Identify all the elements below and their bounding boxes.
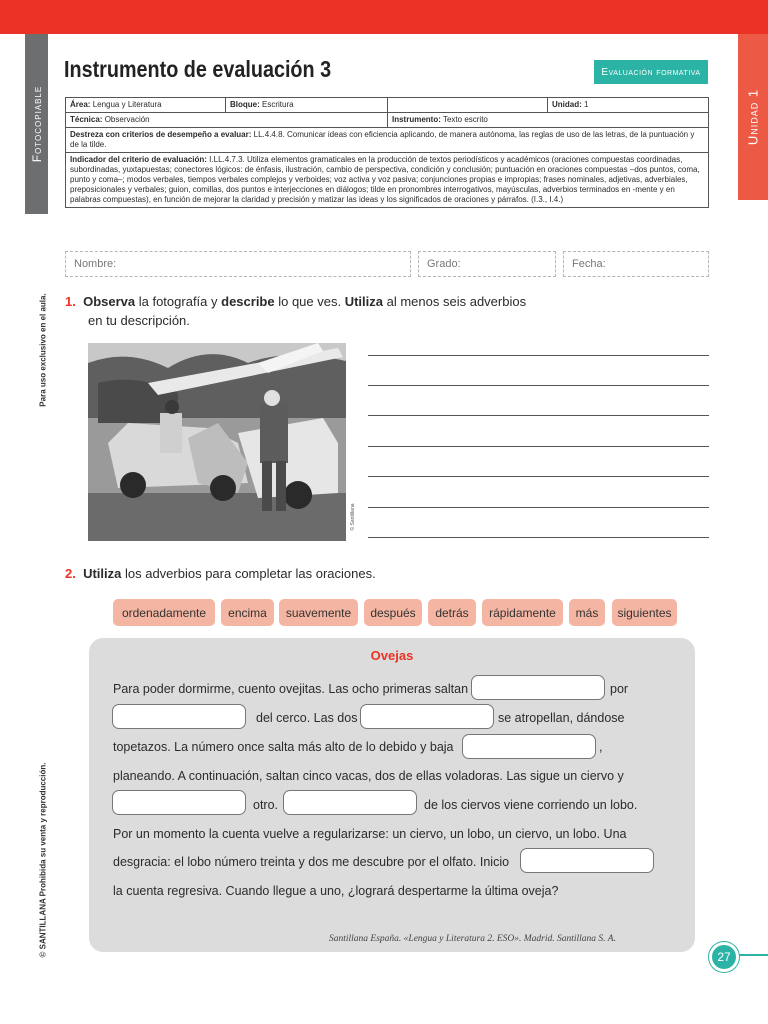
adverb-chip[interactable]: suavemente xyxy=(279,599,358,626)
adverb-chip[interactable]: encima xyxy=(221,599,274,626)
blank-input[interactable] xyxy=(520,848,654,873)
story-line: planeando. A continuación, saltan cinco vacas, dos de ellas voladoras. Las sigue un ciervo y xyxy=(113,769,624,783)
writing-line[interactable] xyxy=(368,446,709,447)
bloque-cell: Bloque: Escritura xyxy=(226,98,388,113)
page-number-line xyxy=(738,954,768,956)
adverb-chip[interactable]: ordenadamente xyxy=(113,599,215,626)
story-line: , xyxy=(599,740,603,754)
writing-line[interactable] xyxy=(368,537,709,538)
side-note xyxy=(31,290,55,410)
story-line: desgracia: el lobo número treinta y dos me descubre por el olfato. Inicio xyxy=(113,855,510,869)
writing-line[interactable] xyxy=(368,476,709,477)
side-copyright xyxy=(31,740,55,980)
story-line: de los ciervos viene corriendo un lobo. xyxy=(424,798,638,812)
story-line: Para poder dormirme, cuento ovejitas. Las ocho primeras saltan xyxy=(113,682,469,696)
crash-photo xyxy=(88,343,346,541)
story-title: Ovejas xyxy=(370,648,414,663)
unidad-tab xyxy=(738,34,768,200)
destreza-cell: Destreza con criterios de desempeño a evaluar: LL.4.4.8. Comunicar ideas con eficiencia aplicando, de manera autónoma, las reglas de uso de las letras, de la puntuación y de la tilde. xyxy=(66,128,709,153)
empty-cell xyxy=(388,98,548,113)
fotocopiable-tab xyxy=(25,34,48,214)
photo-credit: © Santillana xyxy=(350,503,356,531)
unidad-label: Unidad 1 xyxy=(745,88,761,146)
blank-input[interactable] xyxy=(471,675,605,700)
adverb-chip[interactable]: después xyxy=(364,599,422,626)
page-number: 27 xyxy=(709,942,739,972)
fotocopiable-label: Fotocopiable xyxy=(29,85,44,163)
evaluation-badge: Evaluación formativa xyxy=(594,60,708,84)
side-note-text: Para uso exclusivo en el aula. xyxy=(38,293,48,407)
side-copyright-text: © SANTILLANA Prohibida su venta y reproducción. xyxy=(38,762,48,958)
question-2-number: 2. xyxy=(65,566,76,581)
story-line: otro. xyxy=(253,798,279,812)
adverb-chip[interactable]: siguientes xyxy=(612,599,677,626)
indicador-cell: Indicador del criterio de evaluación: I.LL.4.7.3. Utiliza elementos gramaticales en la producción de textos periodísticos y académicos (oraciones compuestas coordinadas, subordinadas, yuxtapuestas; conectores lógicos: de énfasis, ilustración, cambio de perspectiva, condición y conclusión; puntuación en oraciones compuestas –dos puntos, coma, punto y coma–; modos verbales, tiempos verbales complejos y verboides; voz activa y voz pasiva; conjunciones propias e impropias; frases nominales, adjetivas, adverbiales, preposicionales y verbales; guion, comillas, dos puntos e interjecciones en diálogos; tilde en pronombres interrogativos, mayúsculas, adverbios terminados en -mente y en palabras compuestas), en función de mejorar la claridad y precisión y matizar las ideas y los significados de oraciones y párrafos. (I.3., I.4.) xyxy=(66,153,709,208)
blank-input[interactable] xyxy=(462,734,596,759)
unidad-cell: Unidad: 1 xyxy=(548,98,709,113)
instrumento-cell: Instrumento: Texto escrito xyxy=(388,113,709,128)
tecnica-cell: Técnica: Observación xyxy=(66,113,388,128)
question-2: 2. Utiliza los adverbios para completar las oraciones. xyxy=(65,566,376,581)
story-line: por xyxy=(610,682,629,696)
source-citation: Santillana España. «Lengua y Literatura 2. ESO». Madrid. Santillana S. A. xyxy=(329,934,616,944)
fecha-field[interactable]: Fecha: xyxy=(563,251,709,277)
blank-input[interactable] xyxy=(283,790,417,815)
story-line: se atropellan, dándose xyxy=(498,711,625,725)
adverb-chip[interactable]: detrás xyxy=(428,599,476,626)
blank-input[interactable] xyxy=(112,704,246,729)
area-cell: Área: Lengua y Literatura xyxy=(66,98,226,113)
question-1: 1. Observa la fotografía y describe lo que ves. Utiliza al menos seis adverbios en tu descripción. xyxy=(65,294,527,328)
nombre-field[interactable]: Nombre: xyxy=(65,251,411,277)
story-line: Por un momento la cuenta vuelve a regularizarse: un ciervo, un lobo, un ciervo, un lobo. Una xyxy=(113,827,627,841)
blank-input[interactable] xyxy=(360,704,494,729)
info-table xyxy=(65,97,709,208)
blank-input[interactable] xyxy=(112,790,246,815)
page-title: Instrumento de evaluación 3 xyxy=(64,56,332,82)
question-1-number: 1. xyxy=(65,294,76,309)
adverb-chip[interactable]: más xyxy=(569,599,605,626)
story-line: del cerco. Las dos xyxy=(256,711,358,725)
story-line: la cuenta regresiva. Cuando llegue a uno, ¿logrará despertarme la última oveja? xyxy=(113,884,559,898)
grado-field[interactable]: Grado: xyxy=(418,251,556,277)
writing-line[interactable] xyxy=(368,385,709,386)
story-panel xyxy=(89,638,695,952)
adverb-chip[interactable]: rápidamente xyxy=(482,599,563,626)
story-line: topetazos. La número once salta más alto de lo debido y baja xyxy=(113,740,454,754)
writing-line[interactable] xyxy=(368,355,709,356)
top-color-bar xyxy=(0,0,768,34)
writing-line[interactable] xyxy=(368,415,709,416)
writing-line[interactable] xyxy=(368,507,709,508)
